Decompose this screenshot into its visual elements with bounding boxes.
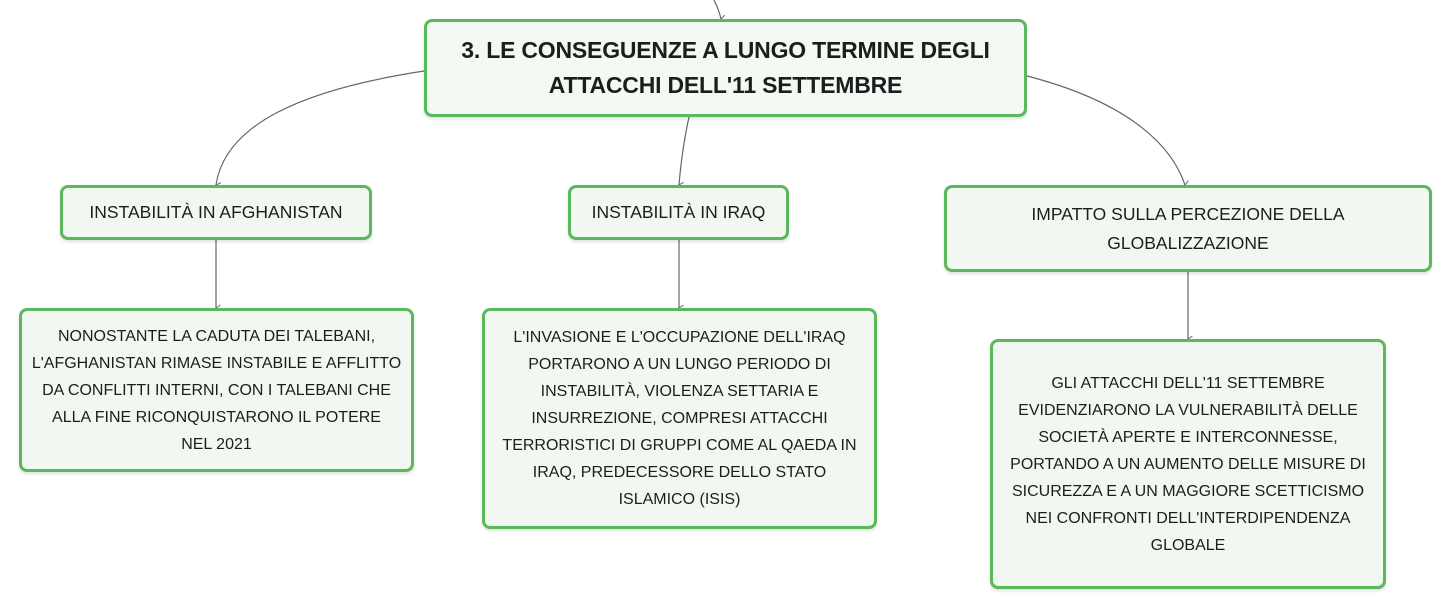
parent-connector: [714, 0, 721, 19]
connector-root-iraq: [679, 117, 689, 185]
connector-root-globalizzazione: [1027, 76, 1185, 185]
subtopic-label: GLI ATTACCHI DELL'11 SETTEMBRE EVIDENZIARONO LA VULNERABILITÀ DELLE SOCIETÀ APERTE E INTERCONNESSE, PORTANDO A UN AUMENTO DELLE MISURE DI SICUREZZA E A UN MAGGIORE SCETTICISMO NEI CONFRONTI DELL'INTERDIPENDENZA GLOBALE: [1010, 374, 1366, 554]
subtopic-afghanistan-detail[interactable]: [19, 308, 414, 472]
root-topic-label: 3. LE CONSEGUENZE A LUNGO TERMINE DEGLI ATTACCHI DELL'11 SETTEMBRE: [461, 37, 990, 98]
connector-root-afghanistan: [216, 71, 424, 185]
subtopic-label: NONOSTANTE LA CADUTA DEI TALEBANI, L'AFGHANISTAN RIMASE INSTABILE E AFFLITTO DA CONFLITTI INTERNI, CON I TALEBANI CHE ALLA FINE RICONQUISTARONO IL POTERE NEL 2021: [31, 327, 402, 453]
topic-instabilita-iraq[interactable]: [568, 185, 789, 240]
subtopic-label: L'INVASIONE E L'OCCUPAZIONE DELL'IRAQ PORTARONO A UN LUNGO PERIODO DI INSTABILITÀ, VIOLENZA SETTARIA E INSURREZIONE, COMPRESI ATTACCHI TERRORISTICI DI GRUPPI COME AL QAEDA IN IRAQ, PREDECESSORE DELLO STATO ISLAMICO (ISIS): [502, 329, 857, 508]
topic-instabilita-afghanistan[interactable]: [60, 185, 372, 240]
topic-impatto-globalizzazione[interactable]: [944, 185, 1432, 272]
topic-label: INSTABILITÀ IN AFGHANISTAN: [89, 202, 343, 222]
root-topic-node[interactable]: [424, 19, 1027, 117]
subtopic-iraq-detail[interactable]: [482, 308, 877, 529]
topic-label: IMPATTO SULLA PERCEZIONE DELLA GLOBALIZZAZIONE: [1031, 203, 1345, 253]
topic-label: INSTABILITÀ IN IRAQ: [591, 202, 766, 222]
subtopic-globalizzazione-detail[interactable]: [990, 339, 1386, 589]
